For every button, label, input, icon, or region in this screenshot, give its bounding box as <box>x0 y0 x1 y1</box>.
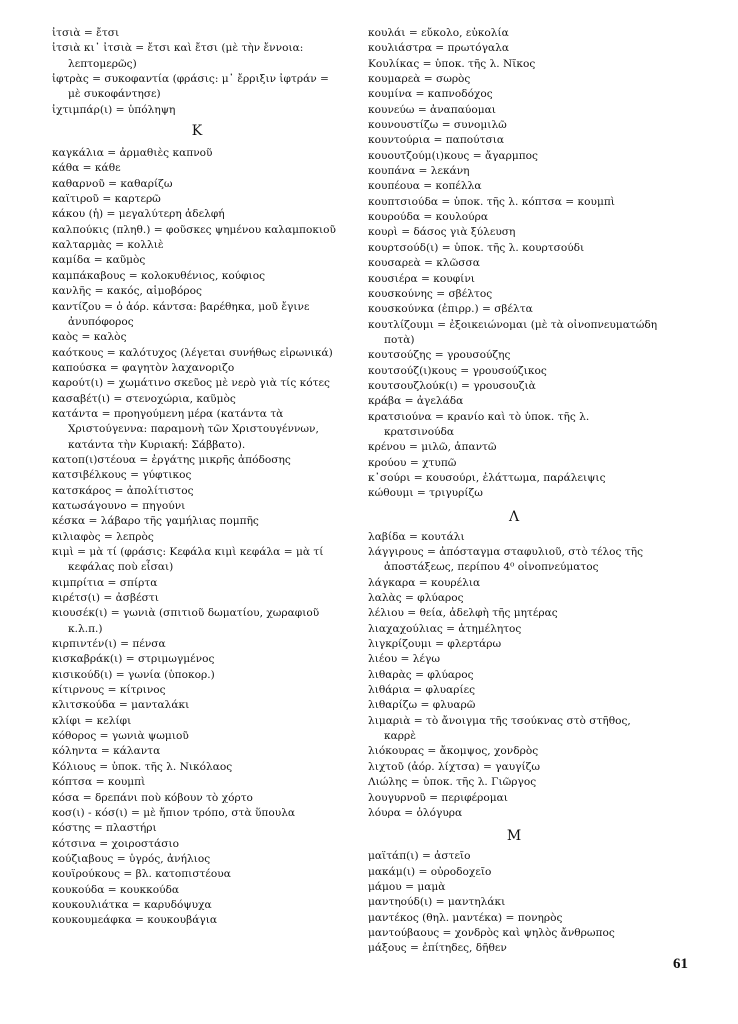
dictionary-entry: κιμπρίτια = σπίρτα <box>52 576 158 589</box>
dictionary-entry: κιλιαφὸς = λεπρὸς <box>52 530 154 543</box>
dictionary-entry: καρούτ(ι) = χωμάτινο σκεῦος μὲ νερὸ γιὰ τίς κότες <box>52 377 330 390</box>
dictionary-entry: λιόκουρας = ἄκομψος, χονδρὸς <box>368 745 539 758</box>
dictionary-entry: κρούου = χτυπῶ <box>368 456 457 469</box>
dictionary-entry: λαβίδα = κουτάλι <box>368 530 465 543</box>
dictionary-entry: κουπτσιούδα = ὑποκ. τῆς λ. κόπτσα = κουμπὶ <box>368 195 615 208</box>
dictionary-entry: κατσιβέλκους = γύφτικος <box>52 469 192 482</box>
dictionary-entry: κουτσουζλούκ(ι) = γρουσουζιὰ <box>368 379 536 392</box>
dictionary-entry: μακάμ(ι) = οὐροδοχεῖο <box>368 865 492 878</box>
dictionary-entry: λαλὰς = φλύαρος <box>368 592 464 605</box>
dictionary-entry: κουρτσούδ(ι) = ὑποκ. τῆς λ. κουρτσούδι <box>368 241 585 254</box>
dictionary-entry: λιθαρίζω = φλυαρῶ <box>368 699 476 712</box>
dictionary-entry: λουγυρνοῦ = περιφέρομαι <box>368 791 508 804</box>
dictionary-entry: κατάντα = προηγούμενη μέρα (κατάντα τὰ Χριστούγεννα: παραμονὴ τῶν Χριστουγέννων, κατάντα τὴν Κυριακή: Σάββατο). <box>52 407 319 451</box>
dictionary-entry: κατωσάγουνο = πηγούνι <box>52 499 186 512</box>
dictionary-entry: μάμου = μαμὰ <box>368 880 446 893</box>
dictionary-entry: κάκου (ἡ) = μεγαλύτερη ἀδελφή <box>52 208 225 221</box>
dictionary-entry: κίτιρνους = κίτρινος <box>52 684 166 697</box>
dictionary-entry: ἰτσιὰ = ἔτσι <box>52 27 120 39</box>
dictionary-entry: κουμαρεὰ = σωρὸς <box>368 73 471 86</box>
dictionary-entry: κέσκα = λάβαρο τῆς γαμήλιας πομπῆς <box>52 515 259 528</box>
dictionary-entry: κρατσιούνα = κρανίο καὶ τὸ ὑποκ. τῆς λ. κρατσινούδα <box>368 410 590 438</box>
dictionary-entry: μαϊτάπ(ι) = ἀστεῖο <box>368 850 471 863</box>
dictionary-entry: κουσκούνης = σβέλτος <box>368 287 493 300</box>
dictionary-entry: καγκάλια = ἀρμαθιὲς καπνοῦ <box>52 147 213 160</box>
section-l-entries <box>368 530 660 822</box>
dictionary-entry: κουσιέρα = κουφίνι <box>368 272 475 285</box>
dictionary-entry: κατσκάρος = ἀπολίτιστος <box>52 484 194 497</box>
dictionary-entry: κουπέουα = κοπέλλα <box>368 180 482 193</box>
dictionary-entry: καλπούκις (πληθ.) = φοῦσκες ψημένου καλαμποκιοῦ <box>52 223 336 236</box>
dictionary-entry: κόστης = πλαστήρι <box>52 822 157 835</box>
right-column <box>368 26 660 957</box>
dictionary-entry: λιέου = λέγω <box>368 653 440 666</box>
dictionary-entry: Κουλίκας = ὑποκ. τῆς λ. Νῖκος <box>368 57 536 70</box>
dictionary-entry: κόσα = δρεπάνι ποὺ κόβουν τὸ χόρτο <box>52 791 253 804</box>
dictionary-entry: κιρπιντέν(ι) = πένσα <box>52 638 166 651</box>
dictionary-entry: κουρούδα = κουλούρα <box>368 211 488 224</box>
section-letter-k: Κ <box>191 123 203 140</box>
dictionary-entry: κουπάνα = λεκάνη <box>368 165 470 178</box>
dictionary-entry: κουουτζούμ(ι)κους = ἄγαρμπος <box>368 149 538 162</box>
dictionary-entry: λιμαριὰ = τὸ ἄνοιγμα τῆς τσούκνας στὸ στῆθος, καρρὲ <box>368 714 631 743</box>
left-entries <box>52 146 342 929</box>
dictionary-entry: Κόλιους = ὑποκ. τῆς λ. Νικόλαος <box>52 760 233 773</box>
dictionary-entry: μαντούβαους = χονδρὸς καὶ ψηλὸς ἄνθρωπος <box>368 926 615 939</box>
dictionary-entry: κρένου = μιλῶ, ἀπαντῶ <box>368 441 497 454</box>
dictionary-entry: κιουσέκ(ι) = γωνιὰ (σπιτιοῦ δωματίου, χωραφιοῦ κ.λ.π.) <box>52 607 320 635</box>
left-column <box>52 26 342 929</box>
dictionary-entry: καμίδα = καῦμὸς <box>52 254 146 267</box>
dictionary-entry: κότσινα = χοιροστάσιο <box>52 837 180 850</box>
dictionary-entry: κουσαρεὰ = κλῶσσα <box>368 257 480 270</box>
dictionary-entry: καὸς = καλὸς <box>52 331 127 344</box>
dictionary-entry: λάγκαρα = κουρέλια <box>368 576 481 589</box>
dictionary-entry: κουκούδα = κουκκούδα <box>52 883 180 896</box>
dictionary-entry: κλίφι = κελίφι <box>52 714 132 727</box>
dictionary-entry: κόληντα = κάλαντα <box>52 745 161 758</box>
dictionary-entry: ἰτσιὰ κι᾿ ἰτσιὰ = ἔτσι καὶ ἔτσι (μὲ τὴν ἔννοια: λεπτομερῶς) <box>52 42 304 70</box>
dictionary-entry: λιαχαχούλιας = ἀτημέλητος <box>368 622 522 635</box>
dictionary-entry: ἰχτιμπάρ(ι) = ὑπόληψη <box>52 103 176 116</box>
dictionary-entry: μαντέκος (θηλ. μαντέκα) = πονηρὸς <box>368 911 563 924</box>
dictionary-entry: μαντηούδ(ι) = μαντηλάκι <box>368 896 506 909</box>
dictionary-entry: κουμίνα = καπνοδόχος <box>368 88 493 101</box>
dictionary-entry: κουντούρια = παπούτσια <box>368 134 505 147</box>
dictionary-entry: κουτλίζουμι = ἐξοικειώνομαι (μὲ τὰ οἰνοπνευματώδη ποτὰ) <box>368 318 658 346</box>
dictionary-entry: κουνουστίζω = συνομιλῶ <box>368 119 507 132</box>
dictionary-entry: κάθα = κάθε <box>52 162 121 175</box>
section-letter-l: Λ <box>508 508 520 525</box>
dictionary-entry: λιθαρὰς = φλύαρος <box>368 668 474 681</box>
right-pre-entries <box>368 26 660 502</box>
dictionary-entry: καμπάκαβους = κολοκυθένιος, κούφιος <box>52 269 266 282</box>
dictionary-entry: κιρέτσ(ι) = ἀσβέστι <box>52 592 159 605</box>
dictionary-entry: κουλιάστρα = πρωτόγαλα <box>368 42 509 55</box>
dictionary-entry: κουκουλιάτκα = καρυδόψυχα <box>52 898 212 911</box>
dictionary-entry: κράβα = ἀγελάδα <box>368 395 464 408</box>
dictionary-entry: καλταρμὰς = κολλιὲ <box>52 239 164 252</box>
left-pre-entries <box>52 26 342 118</box>
dictionary-entry: κισικούδ(ι) = γωνία (ὑποκορ.) <box>52 668 215 681</box>
dictionary-entry: λόυρα = ὁλόγυρα <box>368 806 463 819</box>
dictionary-entry: καϊτιροῦ = καρτερῶ <box>52 193 161 206</box>
dictionary-entry: κουνεύω = ἀναπαύομαι <box>368 103 496 116</box>
dictionary-entry: κόπτσα = κουμπὶ <box>52 776 146 789</box>
dictionary-entry: κώθουμι = τριγυρίζω <box>368 487 483 500</box>
dictionary-entry: λιχτοῦ (ἀόρ. λίχτσα) = γαυγίζω <box>368 760 541 773</box>
section-m-entries <box>368 849 660 956</box>
dictionary-entry: Λιώλης = ὑποκ. τῆς λ. Γιῶργος <box>368 776 537 789</box>
dictionary-entry: κ᾿σούρι = κουσούρι, ἐλάττωμα, παράλειψις <box>368 471 606 484</box>
dictionary-entry: κιμὶ = μὰ τί (φράσις: Κεφάλα κιμὶ κεφάλα = μὰ τί κεφάλας ποὺ εἶσαι) <box>52 546 324 574</box>
dictionary-entry: κανλῆς = κακός, αἱμοβόρος <box>52 285 202 298</box>
dictionary-entry: κουκουμεάφκα = κουκουβάγια <box>52 914 218 927</box>
dictionary-entry: καντίζου = ὁ ἀόρ. κάντσα: βαρέθηκα, μοῦ ἔγινε ἀνυπόφορος <box>52 300 310 328</box>
dictionary-entry: κισκαβράκ(ι) = στριμωγμένος <box>52 653 215 666</box>
dictionary-entry: κατοπ(ι)στέουα = ἐργάτης μικρῆς ἀπόδοσης <box>52 453 291 466</box>
dictionary-entry: κασαβέτ(ι) = στενοχώρια, καῦμὸς <box>52 392 236 405</box>
dictionary-entry: ἰφτρὰς = συκοφαντία (φράσις: μ᾿ ἔρριξιν ἰφτράν = μὲ συκοφάντησε) <box>52 73 329 101</box>
dictionary-entry: κουϊρούκους = βλ. κατοπιστέουα <box>52 868 231 881</box>
dictionary-entry: κουτσούζης = γρουσούζης <box>368 349 511 362</box>
dictionary-entry: κουλάι = εὔκολο, εὐκολία <box>368 27 509 39</box>
dictionary-entry: λέλιου = θεία, ἀδελφὴ τῆς μητέρας <box>368 607 558 620</box>
dictionary-entry: λιγκρίζουμι = φλερτάρω <box>368 638 502 651</box>
dictionary-entry: κοσ(ι) - κόσ(ι) = μὲ ἤπιον τρόπο, στὰ ὕπουλα <box>52 806 296 819</box>
dictionary-entry: μάξους = ἐπίτηδες, δῆθεν <box>368 942 507 955</box>
dictionary-entry: κούζιαβους = ὑγρός, ἀνήλιος <box>52 852 211 865</box>
page-number: 61 <box>673 956 688 972</box>
dictionary-entry: κλιτσκούδα = μανταλάκι <box>52 699 190 712</box>
section-letter-m: Μ <box>506 828 522 845</box>
dictionary-entry: κουρὶ = δάσος γιὰ ξύλευση <box>368 226 516 239</box>
dictionary-entry: κουτσούζ(ι)κους = γρουσούζικος <box>368 364 547 377</box>
dictionary-entry: λάγγιρους = ἀπόσταγμα σταφυλιοῦ, στὸ τέλος τῆς ἀποστάξεως, περίπου 4⁰ οἰνοπνεύματος <box>368 546 643 574</box>
dictionary-entry: λιθάρια = φλυαρίες <box>368 684 476 697</box>
dictionary-entry: καπούσκα = φαγητὸν λαχανοριζο <box>52 361 235 374</box>
dictionary-entry: κουσκούνκα (ἐπιρρ.) = σβέλτα <box>368 303 533 316</box>
dictionary-entry: καθαρνοῦ = καθαρίζω <box>52 177 173 190</box>
dictionary-entry: καότκους = καλότυχος (λέγεται συνήθως εἰρωνικά) <box>52 346 333 359</box>
dictionary-entry: κόθορος = γωνιὰ ψωμιοῦ <box>52 730 189 743</box>
